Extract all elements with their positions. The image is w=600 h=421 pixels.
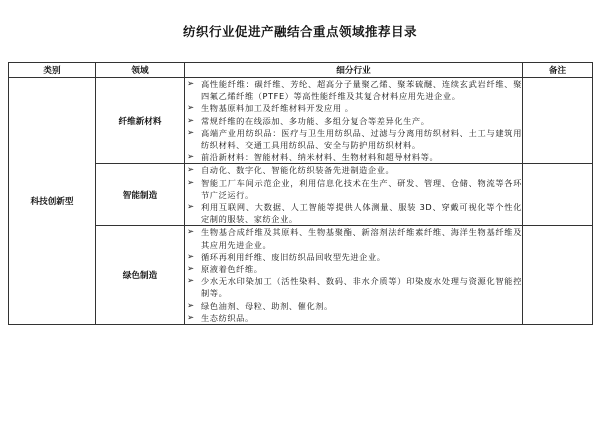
bullet-arrow-icon: ➢ <box>187 127 195 138</box>
list-item: ➢ 利用互联网、大数据、人工智能等提供人体测量、服装 3D、穿戴可视化等个性化定制的服装、家纺企业。 <box>187 202 522 225</box>
table-row <box>9 226 593 325</box>
bullet-arrow-icon: ➢ <box>187 79 195 89</box>
list-item: ➢ 自动化、数字化、智能化纺织装备先进制造企业。 <box>187 165 395 176</box>
list-item: ➢ 生物基合成纤维及其原料、生物基聚酯、新溶剂法纤维素纤维、海洋生物基纤维及其应用先进企业。 <box>187 227 522 250</box>
recommendation-table <box>8 62 593 325</box>
list-item: ➢ 高性能纤维：碳纤维、芳纶、超高分子量聚乙烯、聚苯硫醚、连续玄武岩纤维、聚四氟乙烯纤维（PTFE）等高性能纤维及其复合材料应用先进企业。 <box>187 79 522 102</box>
bullet-arrow-icon: ➢ <box>187 312 195 323</box>
header-remarks: 备注 <box>523 63 593 78</box>
field-cell-fiber-materials: 纤维新材料 <box>96 78 185 164</box>
list-item: ➢ 少水无水印染加工（活性染料、数码、非水介质等）印染废水处理与资源化智能控制等。 <box>187 276 522 299</box>
list-item: ➢ 绿色油剂、母粒、助剂、催化剂。 <box>187 300 333 311</box>
list-item: ➢ 原液着色纤维。 <box>187 264 263 275</box>
document-title: 纺织行业促进产融结合重点领域推荐目录 <box>182 24 417 39</box>
segments-cell-green-manufacturing <box>185 226 523 325</box>
table-row <box>9 164 593 226</box>
field-cell-smart-manufacturing: 智能制造 <box>96 164 185 226</box>
header-category: 类别 <box>9 63 96 78</box>
list-item: ➢ 常规纤维的在线添加、多功能、多组分复合等差异化生产。 <box>187 115 430 126</box>
list-item: ➢ 高端产业用纺织品：医疗与卫生用纺织品、过滤与分离用纺织材料、土工与建筑用纺织材料、交通工具用纺织品、安全与防护用纺织材料。 <box>187 127 522 151</box>
segments-cell-smart-manufacturing <box>185 164 523 226</box>
bullet-arrow-icon: ➢ <box>187 202 195 213</box>
list-item: ➢ 生态纺织品。 <box>187 312 254 323</box>
bullet-arrow-icon: ➢ <box>187 103 195 114</box>
bullet-arrow-icon: ➢ <box>187 165 195 176</box>
header-field: 领域 <box>96 63 185 78</box>
bullet-arrow-icon: ➢ <box>187 276 195 287</box>
list-item: ➢ 前沿新材料：智能材料、纳米材料、生物材料和超导材料等。 <box>187 152 439 163</box>
bullet-arrow-icon: ➢ <box>187 115 195 126</box>
remarks-cell <box>523 78 593 164</box>
list-item: ➢ 生物基原料加工及纤维材料开发应用 。 <box>187 103 354 114</box>
remarks-cell <box>523 226 593 325</box>
bullet-arrow-icon: ➢ <box>187 152 195 163</box>
list-item: ➢ 智能工厂车间示范企业，利用信息化技术在生产、研发、管理、仓储、物流等各环节广泛运行。 <box>187 177 522 200</box>
segments-cell-fiber-materials <box>185 78 523 164</box>
bullet-arrow-icon: ➢ <box>187 300 195 311</box>
header-segments: 细分行业 <box>185 63 523 78</box>
bullet-arrow-icon: ➢ <box>187 177 195 188</box>
field-cell-green-manufacturing: 绿色制造 <box>96 226 185 325</box>
category-cell: 科技创新型 <box>9 78 96 325</box>
bullet-arrow-icon: ➢ <box>187 227 195 238</box>
bullet-arrow-icon: ➢ <box>187 251 195 262</box>
table-row <box>9 78 593 164</box>
bullet-arrow-icon: ➢ <box>187 264 195 275</box>
list-item: ➢ 循环再利用纤维、废旧纺织品回收型先进企业。 <box>187 251 386 262</box>
table-header-row <box>9 63 593 78</box>
remarks-cell <box>523 164 593 226</box>
